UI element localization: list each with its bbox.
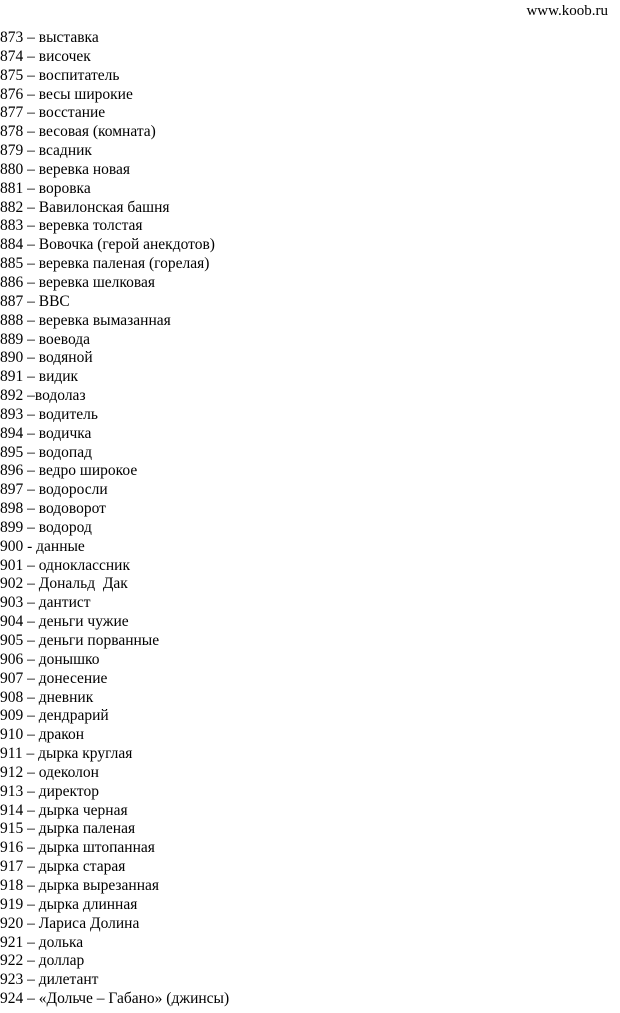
list-item: 880 – веревка новая (0, 160, 131, 178)
list-item: 896 – ведро широкое (0, 462, 138, 480)
list-item: 910 – дракон (0, 726, 85, 744)
list-item: 923 – дилетант (0, 971, 99, 989)
list-item: 882 – Вавилонская башня (0, 198, 170, 216)
list-item: 881 – воровка (0, 179, 91, 197)
list-item: 911 – дырка круглая (0, 745, 133, 763)
list-item: 916 – дырка штопанная (0, 839, 155, 857)
list-item: 919 – дырка длинная (0, 895, 138, 913)
list-item: 897 – водоросли (0, 481, 108, 499)
list-item: 887 – BBC (0, 292, 70, 310)
list-item: 894 – водичка (0, 424, 92, 442)
list-item: 903 – дантист (0, 594, 91, 612)
list-item: 915 – дырка паленая (0, 820, 136, 838)
list-item: 909 – дендрарий (0, 707, 109, 725)
header-url: www.koob.ru (526, 3, 608, 19)
list-item: 921 – долька (0, 933, 84, 951)
list-item: 876 – весы широкие (0, 85, 133, 103)
list-item: 883 – веревка толстая (0, 217, 143, 235)
list-item: 879 – всадник (0, 142, 92, 160)
list-item: 886 – веревка шелковая (0, 273, 156, 291)
list-item: 920 – Лариса Долина (0, 914, 140, 932)
list-item: 874 – височек (0, 47, 91, 65)
list-item: 913 – директор (0, 782, 99, 800)
list-item: 914 – дырка черная (0, 801, 128, 819)
list-item: 893 – водитель (0, 405, 98, 423)
list-item: 899 – водород (0, 518, 92, 536)
list-item: 895 – водопад (0, 443, 92, 461)
entry-list (0, 29, 229, 1009)
list-item: 902 – Дональд Дак (0, 575, 128, 593)
list-item: 875 – воспитатель (0, 66, 120, 84)
list-item: 889 – воевода (0, 330, 91, 348)
list-item: 891 – видик (0, 368, 79, 386)
list-item: 901 – одноклассник (0, 556, 131, 574)
list-item: 918 – дырка вырезанная (0, 876, 160, 894)
list-item: 924 – «Дольче – Габано» (джинсы) (0, 990, 230, 1008)
list-item: 892 –водолаз (0, 387, 86, 405)
list-item: 885 – веревка паленая (горелая) (0, 255, 210, 273)
list-item: 907 – донесение (0, 669, 108, 687)
list-item: 873 – выставка (0, 29, 99, 46)
list-item: 884 – Вовочка (герой анекдотов) (0, 236, 215, 254)
list-item: 917 – дырка старая (0, 858, 126, 876)
list-item: 904 – деньги чужие (0, 613, 129, 631)
list-item: 906 – донышко (0, 650, 100, 668)
list-item: 890 – водяной (0, 349, 93, 367)
list-item: 878 – весовая (комната) (0, 123, 156, 141)
list-item: 905 – деньги порванные (0, 632, 160, 649)
list-item: 908 – дневник (0, 688, 94, 706)
list-item: 877 – восстание (0, 104, 106, 122)
list-item: 912 – одеколон (0, 763, 99, 781)
list-item: 888 – веревка вымазанная (0, 311, 171, 329)
list-item: 900 - данные (0, 537, 85, 555)
list-item: 922 – доллар (0, 952, 85, 970)
list-item: 898 – водоворот (0, 500, 106, 518)
